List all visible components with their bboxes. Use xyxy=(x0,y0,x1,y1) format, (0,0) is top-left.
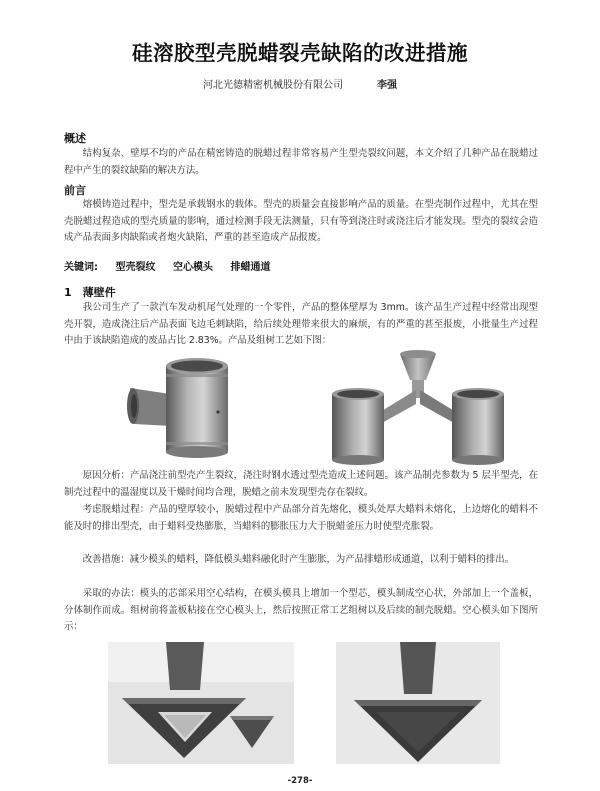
cause-analysis-paragraph: 原因分析：产品浇注前型壳产生裂纹，浇注时钢水透过型壳造成上述问题。该产品制壳参数为 5 层半型壳，在制壳过程中的温湿度以及干燥时间均合理，脱蜡之前未发现型壳存在裂纹。 xyxy=(64,470,538,498)
keyword-3: 排蜡通道 xyxy=(230,262,271,273)
product-photo xyxy=(126,354,246,460)
section1-paragraph: 我公司生产了一款汽车发动机尾气处理的一个零件，产品的整体壁厚为 3mm。该产品生产过程中经常出现型壳开裂，造成浇注后产品表面飞边毛刺缺陷，给后续处理带来很大的麻烦，有的严重的甚至报废，小批量生产过程中由于该缺陷造成的废品占比 2.83%。产品及组树工艺如下图： xyxy=(64,302,538,347)
abstract-paragraph: 结构复杂、壁厚不均的产品在精密铸造的脱蜡过程非常容易产生型壳裂纹问题，本文介绍了几种产品在脱蜡过程中产生的裂纹缺陷的解决方法。 xyxy=(64,148,538,176)
author-name: 李强 xyxy=(377,80,397,91)
keywords-line xyxy=(64,258,284,273)
affiliation: 河北光德精密机械股份有限公司 xyxy=(203,80,343,91)
method-paragraph: 采取的办法：模头的芯部采用空心结构，在模头模具上增加一个型芯，模头制成空心状，外部加上一个盖板，分体制作而成。组树前将盖板粘接在空心模头上，然后按照正常工艺组树以及后续的制壳脱蜡。空心模头如下图所示： xyxy=(64,588,538,633)
paper-title: 硅溶胶型壳脱蜡裂壳缺陷的改进措施 xyxy=(132,41,468,65)
hollow-sprue-head-photo xyxy=(108,642,294,764)
closed-sprue-head-photo xyxy=(336,642,500,764)
dewax-paragraph: 考虑脱蜡过程：产品的壁厚较小，脱蜡过程中产品部分首先熔化，模头处厚大蜡料未熔化，上边熔化的蜡料不能及时的排出型壳，由于蜡料受热膨胀，当蜡料的膨胀压力大于脱蜡釜压力时使型壳胀裂。 xyxy=(64,504,538,532)
intro-heading: 前言 xyxy=(64,184,86,197)
improvement-paragraph: 改善措施：减少模头的蜡料，降低模头蜡料融化时产生膨胀，为产品排蜡形成通道，以利于蜡料的排出。 xyxy=(82,554,515,565)
wax-tree-assembly-photo xyxy=(322,350,514,466)
page-number: -278- xyxy=(287,776,313,786)
abstract-heading: 概述 xyxy=(64,132,86,145)
author-line xyxy=(0,76,600,91)
keyword-1: 型壳裂纹 xyxy=(115,262,156,273)
keywords-label: 关键词: xyxy=(64,262,98,273)
intro-paragraph: 熔模铸造过程中，型壳是承载钢水的载体。型壳的质量会直接影响产品的质量。在型壳制作过程中，尤其在型壳脱蜡过程造成的型壳质量的影响，通过检测手段无法测量，只有等到浇注时或浇注后才能发现。型壳的裂纹会造成产品表面多肉缺陷或者炮火缺陷，严重的甚至造成产品报废。 xyxy=(64,199,538,244)
keyword-2: 空心模头 xyxy=(172,262,213,273)
section1-heading: 1 薄壁件 xyxy=(64,286,116,299)
